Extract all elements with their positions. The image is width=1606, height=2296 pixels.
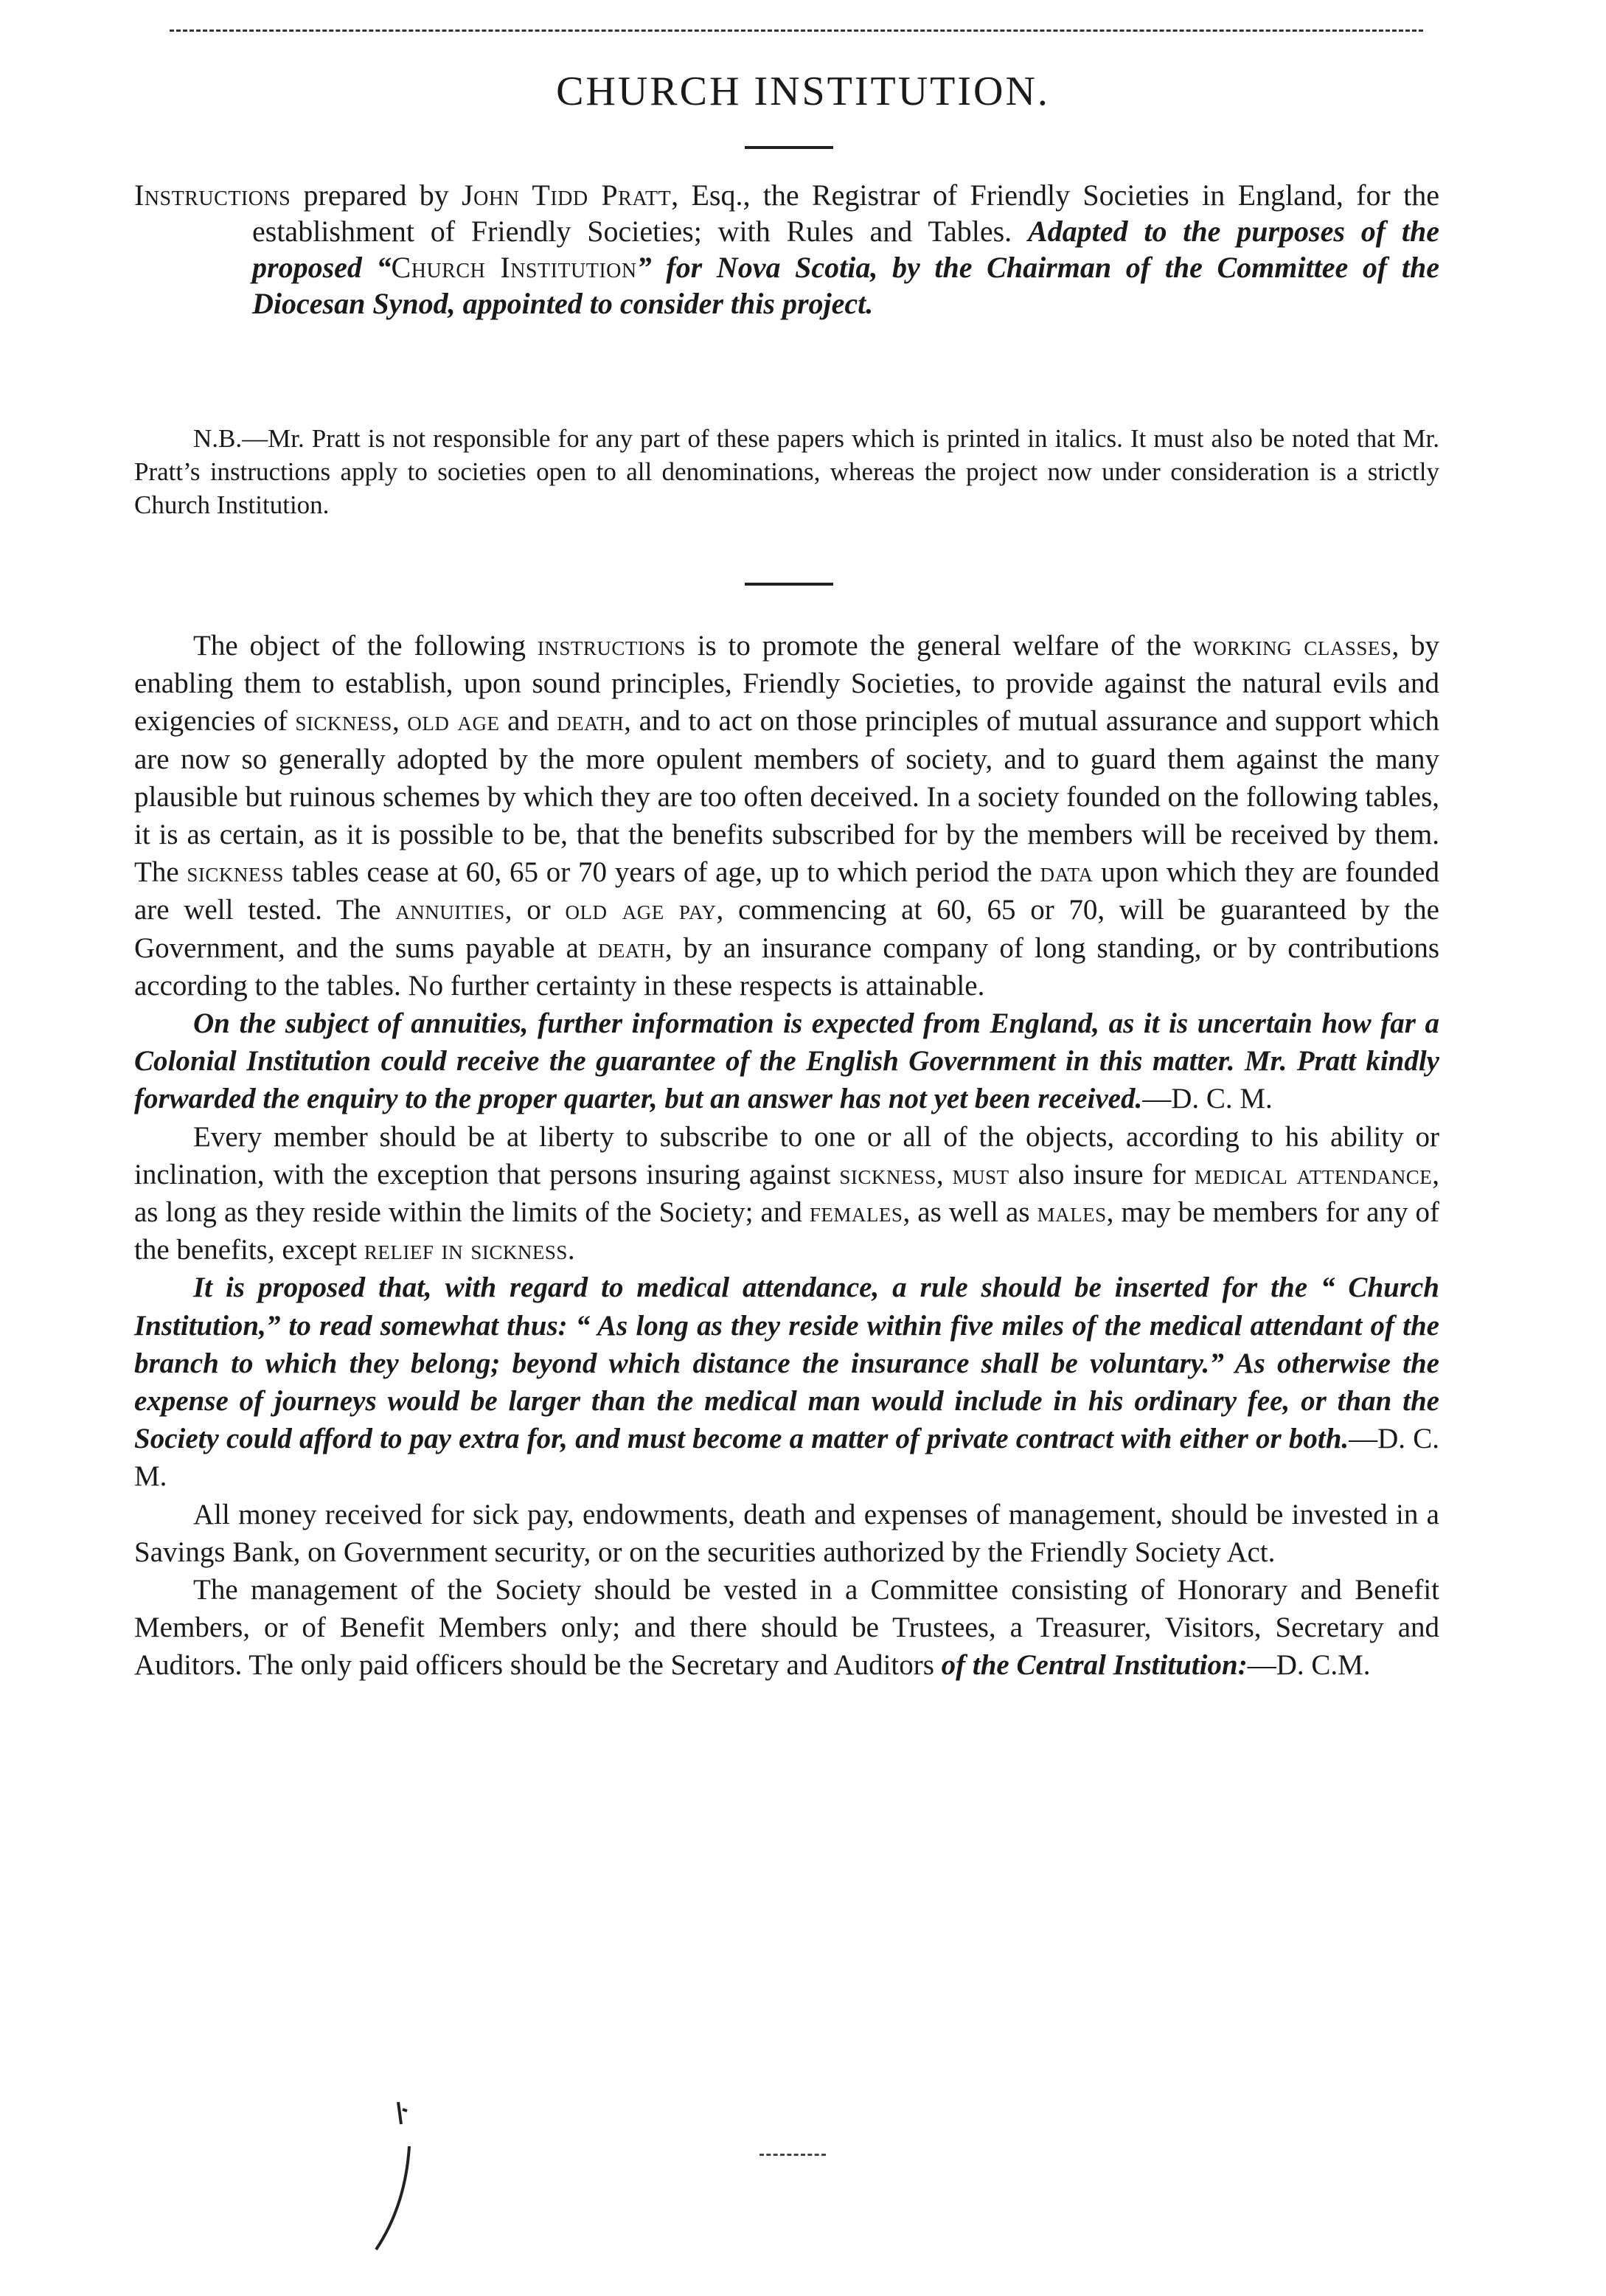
text-run: working classes xyxy=(1193,630,1392,662)
nota-bene-paragraph: N.B.—Mr. Pratt is not responsible for any part of these papers which is printed in italics. It must also be noted that Mr. Pratt’s instructions apply to societies open to all denominations, whereas the project now under consideration is a strictly Church Institution. xyxy=(134,424,1439,519)
text-run: must xyxy=(952,1158,1009,1190)
text-run: Every member should be at liberty to subscribe to one or all of the objects, according to his ability or inclination, with the exception that persons insuring against xyxy=(134,1120,1439,1190)
paragraph-management xyxy=(134,1571,1439,1685)
paragraph-membership xyxy=(134,1118,1439,1269)
signature-initials: —D. C. M. xyxy=(134,1423,1439,1493)
paragraph-medical-note xyxy=(134,1269,1439,1495)
text-run: death xyxy=(557,705,625,738)
text-run: males xyxy=(1037,1196,1107,1229)
text-run: instructions xyxy=(537,630,686,662)
text-run: , by enabling them to establish, upon sound principles, Friendly Societies, to provide against the natural evils and exigencies of xyxy=(134,630,1440,738)
instructions-paragraph xyxy=(134,177,1439,322)
text-run: sickness xyxy=(295,705,392,738)
church-institution-label: Church Institution xyxy=(391,251,637,284)
text-run: annuities xyxy=(395,894,505,926)
text-run: is to promote the general welfare of the xyxy=(685,630,1194,662)
text-run: death xyxy=(597,932,665,964)
paragraph-annuities-note xyxy=(134,1005,1439,1118)
text-run: , may be members for any of the benefits, except xyxy=(134,1196,1440,1266)
paragraph-object xyxy=(134,627,1439,1005)
title-divider xyxy=(745,146,833,149)
text-run: sickness xyxy=(187,856,284,889)
text-run: data xyxy=(1040,856,1094,889)
pen-stroke-mark xyxy=(369,2095,428,2257)
text-run: , as long as they reside within the limits of the Society; and xyxy=(134,1158,1440,1229)
signature-initials: —D. C.M. xyxy=(1247,1649,1371,1682)
text-run: old age xyxy=(407,705,500,738)
text-run: and xyxy=(499,705,557,738)
italic-note: of the Central Institution: xyxy=(941,1649,1248,1682)
text-run: medical attendance xyxy=(1194,1158,1433,1190)
instructions-text-1: prepared by xyxy=(291,178,462,212)
text-run: females xyxy=(809,1196,903,1229)
text-run: The object of the following xyxy=(193,630,538,662)
top-dashed-rule xyxy=(170,30,1423,32)
section-divider xyxy=(745,583,833,586)
text-run: tables cease at 60, 65 or 70 years of age, up to which period the xyxy=(283,856,1040,889)
bottom-dash-mark xyxy=(759,2154,826,2156)
text-run: The management of the Society should be vested in a Committee consisting of Honorary and Benefit Members, or of Benefit Members only; and there should be Trustees, a Treasurer, Visitors, Secretary and Auditors. The only paid officers should be the Secretary and Auditors xyxy=(134,1574,1439,1682)
text-run: , and to act on those principles of mutual assurance and support which are now so generally adopted by the more opulent members of society, and to guard them against the many plausible but ruinous schemes by which they are too often deceived. In a society founded on the following tables, it is as certain, as it is possible to be, that the benefits subscribed for by the members will be received by them. The xyxy=(134,705,1440,889)
italic-note: On the subject of annuities, further information is expected from England, as it is uncertain how far a Colonial Institution could receive the guarantee of the English Government in this matter. Mr. Pratt kindly forwarded the enquiry to the proper quarter, but an answer has not yet been received. xyxy=(134,1007,1439,1115)
author-name: John Tidd Pratt xyxy=(462,178,672,212)
text-run: relief in sickness xyxy=(364,1234,568,1266)
instructions-italic-1: Adapted to the purposes of the proposed “ xyxy=(252,215,1439,284)
text-run: also insure for xyxy=(1009,1158,1195,1190)
instructions-label: Instructions xyxy=(134,178,291,212)
text-run: , commencing at 60, 65 or 70, will be guaranteed by the Government, and the sums payable at xyxy=(134,894,1439,964)
body-text xyxy=(134,627,1439,1685)
page-title: CHURCH INSTITUTION. xyxy=(556,69,1050,114)
paragraph-money: All money received for sick pay, endowments, death and expenses of management, should be invested in a Savings Bank, on Government security, or on the securities authorized by the Friendly Society Act. xyxy=(134,1498,1439,1568)
instructions-text-2: , Esq., the Registrar of Friendly Societies in England, for the establishment of Friendly Societies; with Rules and Tables. xyxy=(252,178,1439,248)
text-run: , xyxy=(392,705,408,738)
text-run: , or xyxy=(504,894,566,926)
text-run: , by an insurance company of long standing, or by contributions according to the tables. No further certainty in these respects is attainable. xyxy=(134,932,1440,1002)
italic-note: It is proposed that, with regard to medical attendance, a rule should be inserted for the “ Church Institution,” to read somewhat thus: “ As long as they reside within five miles of the medical attendant of the branch to which they belong; beyond which distance the insurance shall be voluntary.” As otherwise the expense of journeys would be larger than the medical man would include in his ordinary fee, or than the Society could afford to pay extra for, and must become a matter of private contract with either or both. xyxy=(134,1272,1439,1455)
text-run: old age pay xyxy=(565,894,717,926)
text-run: , xyxy=(936,1158,953,1190)
text-run: sickness xyxy=(839,1158,936,1190)
text-run: upon which they are founded are well tested. The xyxy=(134,856,1439,926)
text-run: , as well as xyxy=(903,1196,1037,1229)
instructions-italic-2: ” for Nova Scotia, by the Chairman of the Committee of the Diocesan Synod, appointed to consider this project. xyxy=(252,251,1439,320)
text-run: . xyxy=(567,1234,575,1266)
signature-initials: —D. C. M. xyxy=(1142,1083,1273,1115)
